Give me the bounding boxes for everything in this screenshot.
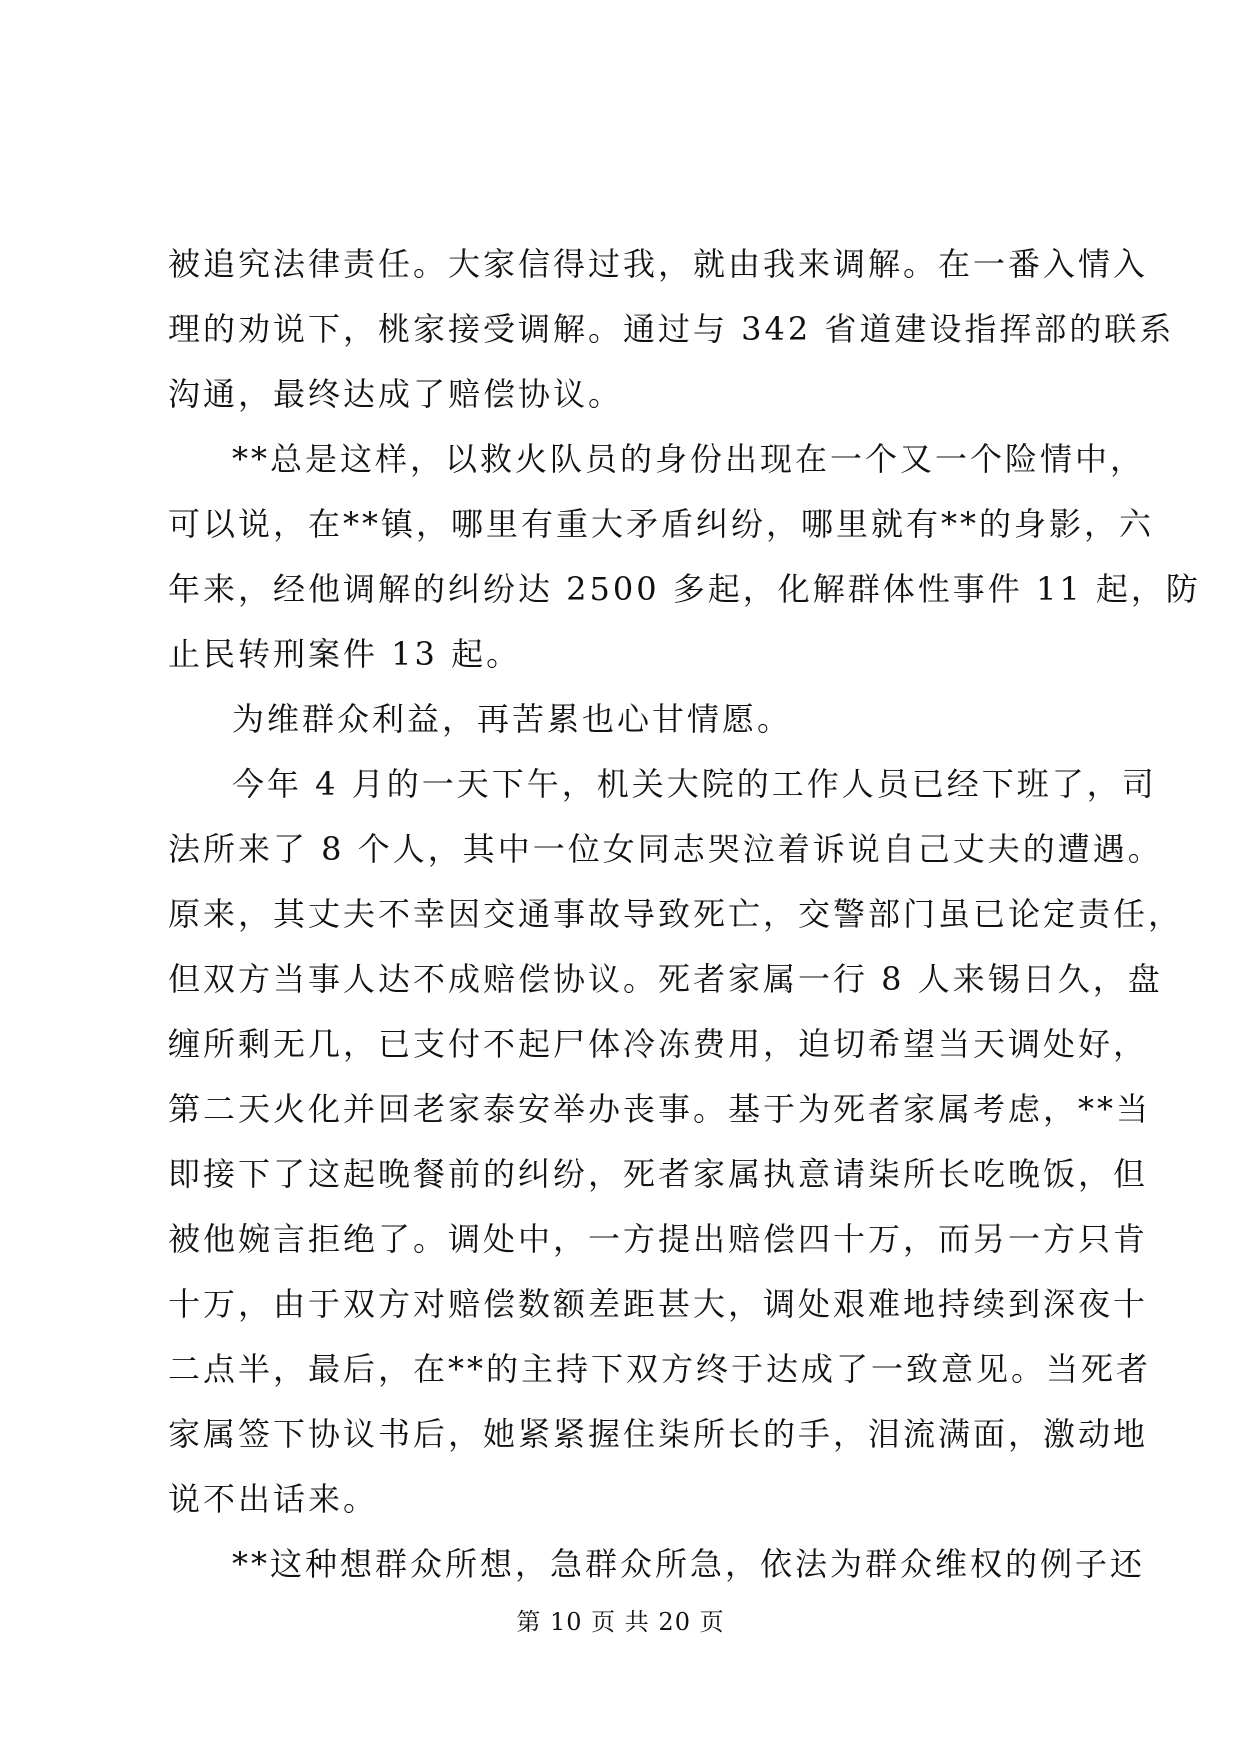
- text-line: 被追究法律责任。大家信得过我，就由我来调解。在一番入情入: [168, 245, 1149, 283]
- document-body: [168, 232, 1201, 1597]
- text-line: 即接下了这起晚餐前的纠纷，死者家属执意请柒所长吃晚饭，但: [168, 1155, 1149, 1193]
- text-line: 家属签下协议书后，她紧紧握住柒所长的手，泪流满面，激动地: [168, 1415, 1149, 1453]
- text-line: 原来，其丈夫不幸因交通事故导致死亡，交警部门虽已论定责任，: [168, 895, 1184, 933]
- text-line: 止民转刑案件 13 起。: [168, 635, 522, 673]
- text-line: 可以说，在**镇，哪里有重大矛盾纠纷，哪里就有**的身影，六: [168, 505, 1155, 543]
- text-line: 年来，经他调解的纠纷达 2500 多起，化解群体性事件 11 起，防: [168, 570, 1201, 608]
- page-number-footer: 第 10 页 共 20 页: [516, 1608, 725, 1636]
- text-line: **总是这样，以救火队员的身份出现在一个又一个险情中，: [232, 440, 1146, 478]
- text-line: 沟通，最终达成了赔偿协议。: [168, 375, 624, 413]
- text-line: 为维群众利益，再苦累也心甘情愿。: [232, 700, 793, 738]
- text-line: 十万，由于双方对赔偿数额差距甚大，调处艰难地持续到深夜十: [168, 1285, 1149, 1323]
- text-line: 第二天火化并回老家泰安举办丧事。基于为死者家属考虑，**当: [168, 1090, 1152, 1128]
- text-line: 今年 4 月的一天下午，机关大院的工作人员已经下班了，司: [232, 765, 1157, 803]
- text-line: 被他婉言拒绝了。调处中，一方提出赔偿四十万，而另一方只肯: [168, 1220, 1149, 1258]
- text-line: 缠所剩无几，已支付不起尸体冷冻费用，迫切希望当天调处好，: [168, 1025, 1149, 1063]
- text-line: 二点半，最后，在**的主持下双方终于达成了一致意见。当死者: [168, 1350, 1152, 1388]
- text-line: 说不出话来。: [168, 1480, 379, 1518]
- text-line: 理的劝说下，桃家接受调解。通过与 342 省道建设指挥部的联系: [168, 310, 1175, 348]
- text-line: **这种想群众所想，急群众所急，依法为群众维权的例子还: [232, 1545, 1146, 1583]
- text-line: 但双方当事人达不成赔偿协议。死者家属一行 8 人来锡日久，盘: [168, 960, 1163, 998]
- text-line: 法所来了 8 个人，其中一位女同志哭泣着诉说自己丈夫的遭遇。: [168, 830, 1163, 868]
